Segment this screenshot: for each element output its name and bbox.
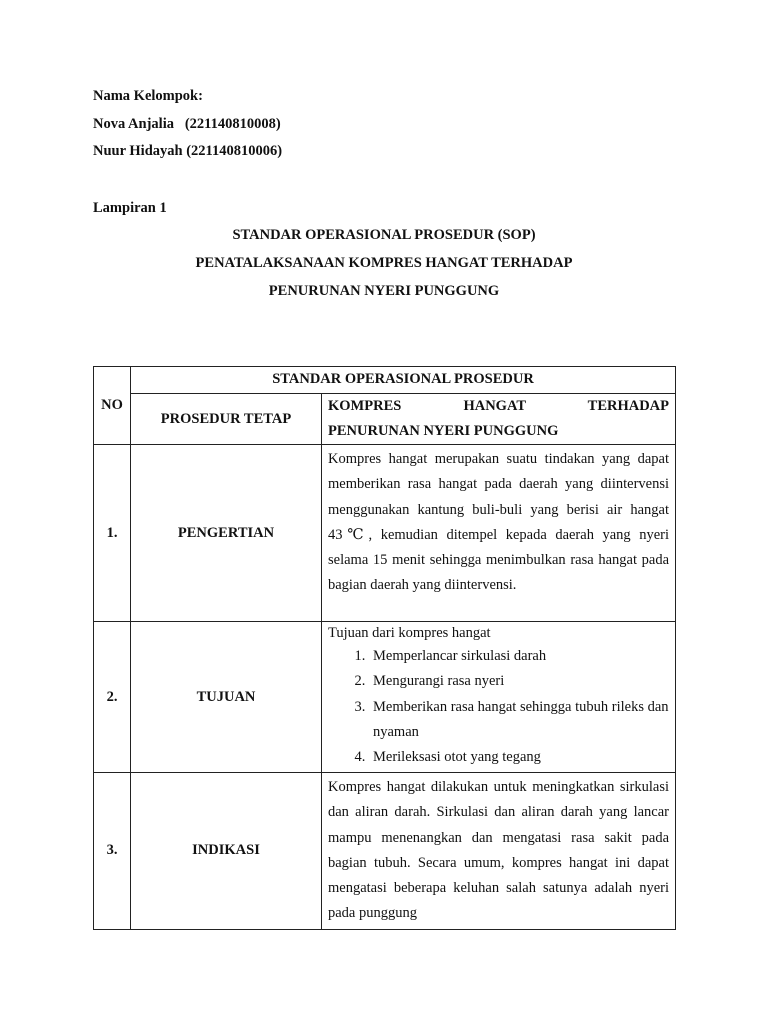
list-item: 3. Memberikan rasa hangat sehingga tubuh rileks dan nyaman bbox=[369, 695, 669, 746]
table-row bbox=[94, 445, 676, 622]
table-row bbox=[94, 622, 676, 773]
row-number: 3. bbox=[94, 773, 131, 930]
document-title-line-3: PENURUNAN NYERI PUNGGUNG bbox=[268, 283, 500, 299]
member-2: Nuur Hidayah (221140810006) bbox=[93, 143, 283, 159]
table-top-header: STANDAR OPERASIONAL PROSEDUR bbox=[131, 367, 676, 394]
row-number: 2. bbox=[94, 622, 131, 773]
list-item: 1. Memperlancar sirkulasi darah bbox=[369, 644, 669, 669]
document-title-line-1: STANDAR OPERASIONAL PROSEDUR (SOP) bbox=[232, 227, 536, 243]
row-description bbox=[322, 622, 676, 773]
sop-table bbox=[93, 366, 676, 930]
tujuan-intro: Tujuan dari kompres hangat bbox=[328, 625, 491, 641]
table-header-row-top bbox=[94, 367, 676, 394]
tujuan-list bbox=[322, 644, 675, 770]
table-header-row-sub bbox=[94, 394, 676, 445]
list-item: 4. Merileksasi otot yang tegang bbox=[369, 745, 669, 770]
subject-line-1: KOMPRES HANGAT TERHADAP bbox=[328, 398, 670, 414]
row-number: 1. bbox=[94, 445, 131, 622]
attachment-label: Lampiran 1 bbox=[93, 200, 167, 216]
list-item: 2. Mengurangi rasa nyeri bbox=[369, 669, 669, 694]
row-label: INDIKASI bbox=[131, 773, 322, 930]
column-header-procedure: PROSEDUR TETAP bbox=[131, 394, 322, 445]
column-header-no: NO bbox=[94, 367, 131, 445]
table-row bbox=[94, 773, 676, 930]
row-label: PENGERTIAN bbox=[131, 445, 322, 622]
row-description: Kompres hangat dilakukan untuk meningkatkan sirkulasi dan aliran darah. Sirkulasi dan aliran darah yang lancar mampu menenangkan dan mengatasi rasa sakit pada bagian tubuh. Secara umum, kompres hangat ini dapat mengatasi beberapa keluhan salah satunya adalah nyeri pada punggung bbox=[322, 773, 676, 930]
document-title-line-2: PENATALAKSANAAN KOMPRES HANGAT TERHADAP bbox=[195, 255, 573, 271]
row-description: Kompres hangat merupakan suatu tindakan yang dapat memberikan rasa hangat pada daerah yang diintervensi menggunakan kantung buli-buli yang berisi air hangat 43℃, kemudian ditempel kepada daerah yang nyeri selama 15 menit sehingga menimbulkan rasa hangat pada bagian daerah yang diintervensi. bbox=[322, 445, 676, 622]
member-1: Nova Anjalia (221140810008) bbox=[93, 116, 281, 132]
row-label: TUJUAN bbox=[131, 622, 322, 773]
table-subject-header bbox=[322, 394, 676, 445]
group-label: Nama Kelompok: bbox=[93, 88, 203, 104]
subject-line-2: PENURUNAN NYERI PUNGGUNG bbox=[328, 423, 559, 439]
